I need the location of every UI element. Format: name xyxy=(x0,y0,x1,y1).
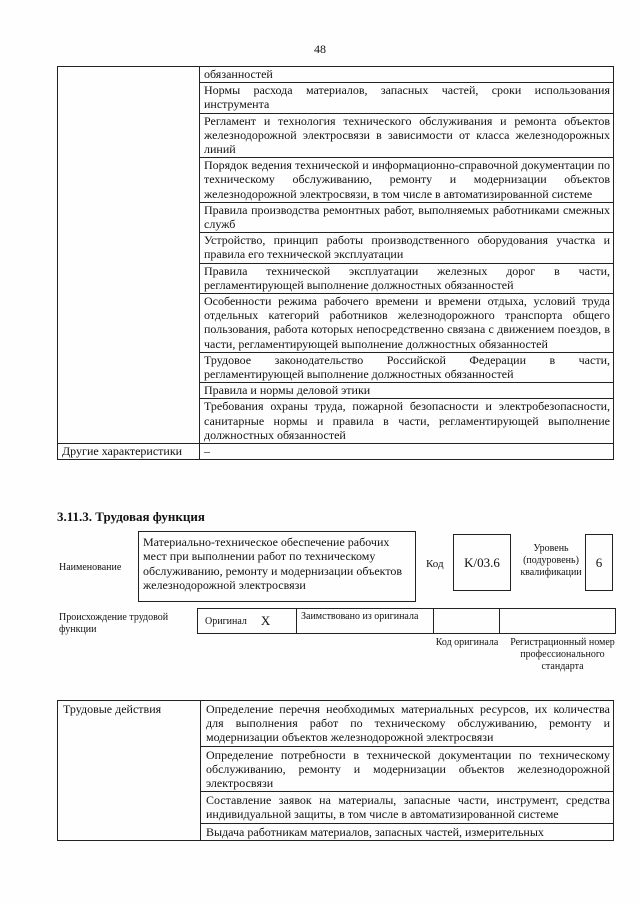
original-code-caption: Код оригинала xyxy=(435,637,499,648)
other-characteristics-value: – xyxy=(200,444,614,460)
code-label: Код xyxy=(426,558,444,570)
borrowed-cell: Заимствовано из оригинала xyxy=(297,609,434,633)
registration-number-cell xyxy=(500,609,615,633)
labor-actions-table xyxy=(57,700,614,841)
function-code-box: K/03.6 xyxy=(453,534,511,591)
knowledge-item: Порядок ведения технической и информационно-справочной документации по техническому обслуживанию, ремонту и модернизации объектов железнодорожной электросвязи, в том числе в автоматизированной системе xyxy=(200,158,614,203)
labor-actions-label: Трудовые действия xyxy=(58,701,201,841)
knowledge-item: Нормы расхода материалов, запасных частей, сроки использования инструмента xyxy=(200,83,614,113)
origin-row xyxy=(197,608,616,634)
function-name-box: Материально-техническое обеспечение рабочих мест при выполнении работ по техническому обслуживанию, ремонту и модернизации объектов железнодорожной электросвязи xyxy=(138,531,416,602)
knowledge-table xyxy=(57,66,614,460)
knowledge-item: Правила технической эксплуатации железных дорог в части, регламентирующей выполнение должностных обязанностей xyxy=(200,263,614,293)
origin-label: Происхождение трудовой функции xyxy=(59,612,169,635)
registration-number-caption: Регистрационный номер профессионального стандарта xyxy=(510,637,615,672)
labor-action-item: Определение потребности в технической документации по техническому обслуживанию, ремонту и модернизации объектов железнодорожной электросвязи xyxy=(201,746,614,792)
page-number: 48 xyxy=(314,42,326,56)
knowledge-item: обязанностей xyxy=(200,67,614,83)
labor-action-item: Составление заявок на материалы, запасные части, инструмент, средства индивидуальной защиты, в том числе в автоматизированной системе xyxy=(201,792,614,823)
other-characteristics-label: Другие характеристики xyxy=(58,444,200,460)
qualification-level-label: Уровень (подуровень) квалификации xyxy=(520,543,582,578)
name-label: Наименование xyxy=(59,562,122,573)
labor-action-item: Определение перечня необходимых материальных ресурсов, их количества для выполнения работ по техническому обслуживанию, ремонту и модернизации объектов железнодорожной электросвязи xyxy=(201,701,614,747)
qualification-level-box: 6 xyxy=(585,534,613,591)
original-code-cell xyxy=(434,609,500,633)
section-heading: 3.11.3. Трудовая функция xyxy=(57,509,205,524)
original-cell xyxy=(198,609,297,633)
knowledge-item: Правила и нормы деловой этики xyxy=(200,383,614,399)
knowledge-item: Особенности режима рабочего времени и времени отдыха, условий труда отдельных категорий работников железнодорожного транспорта общего пользования, работа которых непосредственно связана с движением поездов, в части, регламентирующей выполнение должностных обязанностей xyxy=(200,294,614,353)
original-mark: X xyxy=(260,613,271,628)
knowledge-item: Устройство, принцип работы производственного оборудования участка и правила его технической эксплуатации xyxy=(200,233,614,263)
knowledge-item: Трудовое законодательство Российской Федерации в части, регламентирующей выполнение должностных обязанностей xyxy=(200,352,614,382)
original-label: Оригинал xyxy=(205,615,247,627)
knowledge-item: Требования охраны труда, пожарной безопасности и электробезопасности, санитарные нормы и правила в части, регламентирующей выполнение должностных обязанностей xyxy=(200,399,614,444)
knowledge-item: Регламент и технология технического обслуживания и ремонта объектов железнодорожной электросвязи в зависимости от класса железнодорожных линий xyxy=(200,113,614,158)
labor-action-item: Выдача работникам материалов, запасных частей, измерительных xyxy=(201,823,614,840)
knowledge-label-cell xyxy=(58,67,200,444)
knowledge-item: Правила производства ремонтных работ, выполняемых работниками смежных служб xyxy=(200,202,614,232)
